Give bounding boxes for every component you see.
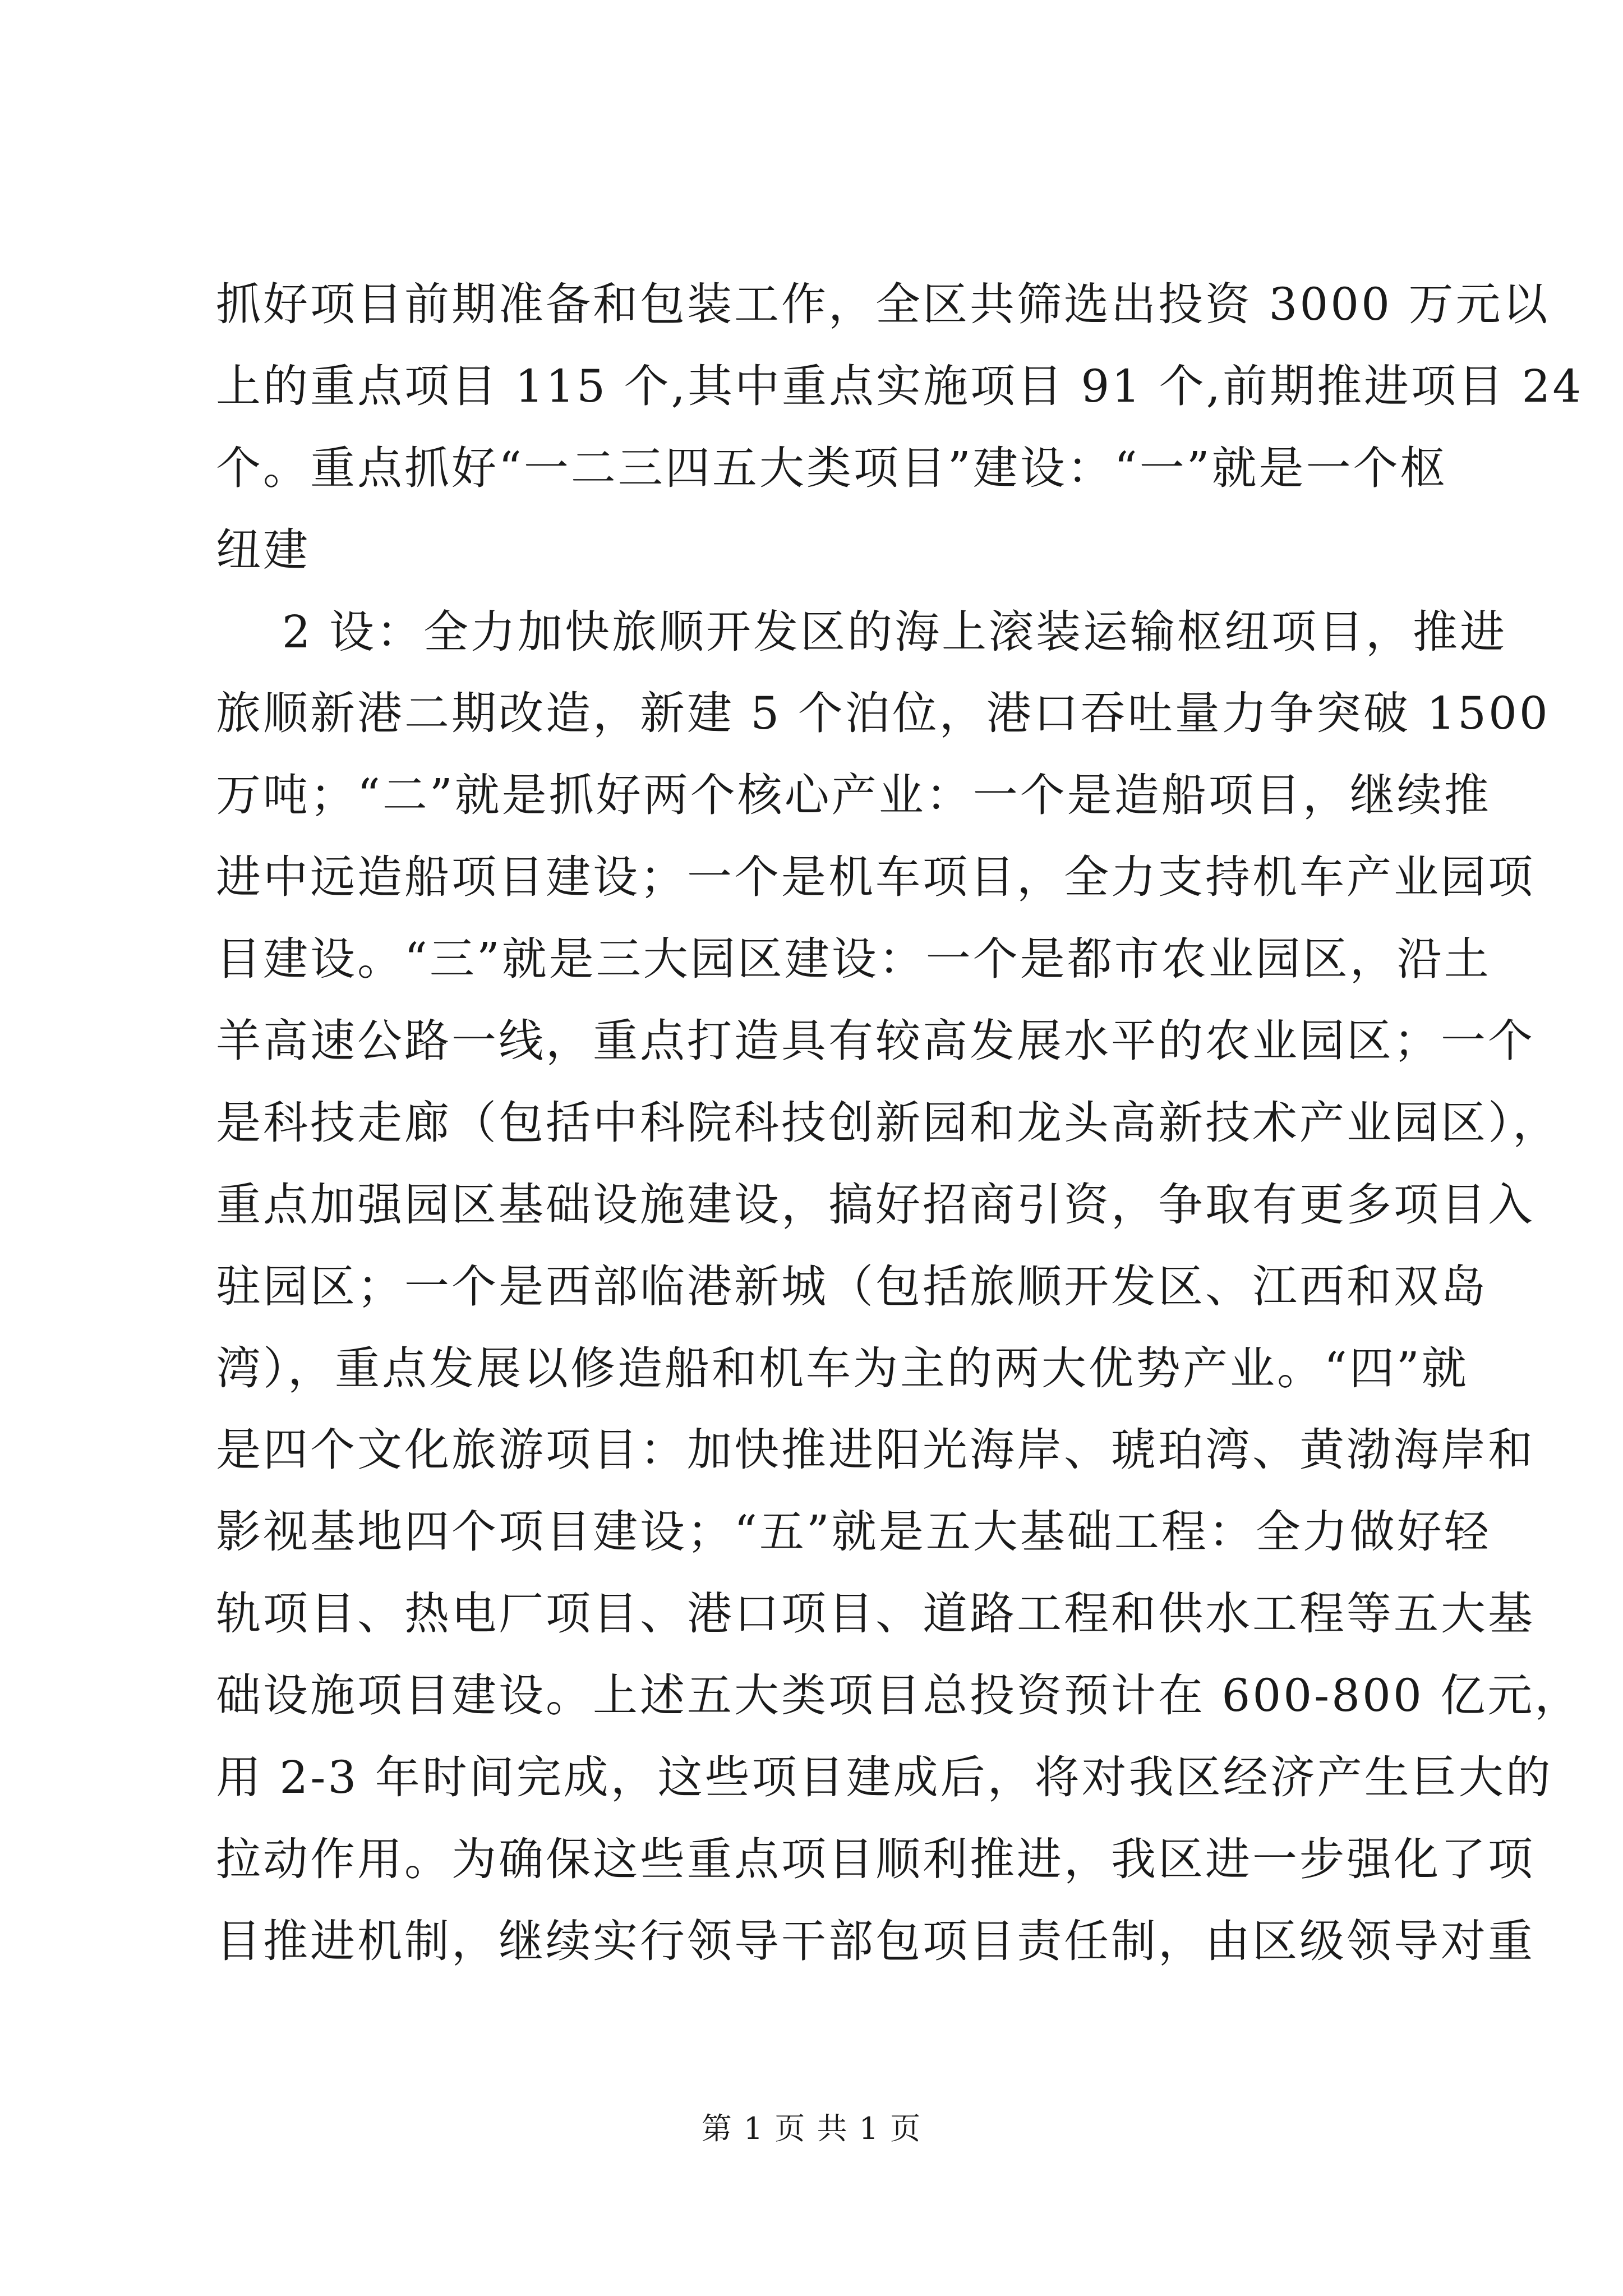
text-line: 旅顺新港二期改造，新建 5 个泊位，港口吞吐量力争突破 1500 <box>216 687 1550 740</box>
text-line: 上的重点项目 115 个,其中重点实施项目 91 个,前期推进项目 24 <box>216 360 1584 412</box>
text-line: 重点加强园区基础设施建设，搞好招商引资，争取有更多项目入 <box>216 1178 1535 1231</box>
text-line: 是科技走廊（包括中科院科技创新园和龙头高新技术产业园区）， <box>216 1096 1560 1149</box>
text-line: 轨项目、热电厂项目、港口项目、道路工程和供水工程等五大基 <box>216 1588 1535 1640</box>
page-number-label: 第 1 页 共 1 页 <box>701 2111 922 2146</box>
body-text <box>216 264 1584 1982</box>
text-line: 目建设。“三”就是三大园区建设：一个是都市农业园区，沿土 <box>216 933 1491 986</box>
text-line: 万吨；“二”就是抓好两个核心产业：一个是造船项目，继续推 <box>216 769 1491 822</box>
text-line: 础设施项目建设。上述五大类项目总投资预计在 600-800 亿元， <box>216 1669 1582 1722</box>
text-line: 影视基地四个项目建设；“五”就是五大基础工程：全力做好轻 <box>216 1506 1491 1558</box>
text-line: 2 设：全力加快旅顺开发区的海上滚装运输枢纽项目，推进 <box>216 605 1507 658</box>
text-line: 个。重点抓好“一二三四五大类项目”建设：“一”就是一个枢 <box>216 441 1447 494</box>
text-line: 湾），重点发展以修造船和机车为主的两大优势产业。“四”就 <box>216 1342 1469 1395</box>
page-footer <box>0 2105 1623 2148</box>
text-line: 目推进机制，继续实行领导干部包项目责任制，由区级领导对重 <box>216 1915 1535 1967</box>
text-line: 进中远造船项目建设；一个是机车项目，全力支持机车产业园项 <box>216 851 1535 904</box>
text-line: 纽建 <box>216 523 310 576</box>
text-line: 拉动作用。为确保这些重点项目顺利推进，我区进一步强化了项 <box>216 1833 1535 1885</box>
text-line: 用 2-3 年时间完成，这些项目建成后，将对我区经济产生巨大的 <box>216 1751 1553 1804</box>
text-line: 驻园区；一个是西部临港新城（包括旅顺开发区、江西和双岛 <box>216 1260 1488 1313</box>
text-line: 羊高速公路一线，重点打造具有较高发展水平的农业园区；一个 <box>216 1015 1535 1068</box>
text-line: 抓好项目前期准备和包装工作，全区共筛选出投资 3000 万元以 <box>216 278 1550 330</box>
text-line: 是四个文化旅游项目：加快推进阳光海岸、琥珀湾、黄渤海岸和 <box>216 1424 1535 1476</box>
